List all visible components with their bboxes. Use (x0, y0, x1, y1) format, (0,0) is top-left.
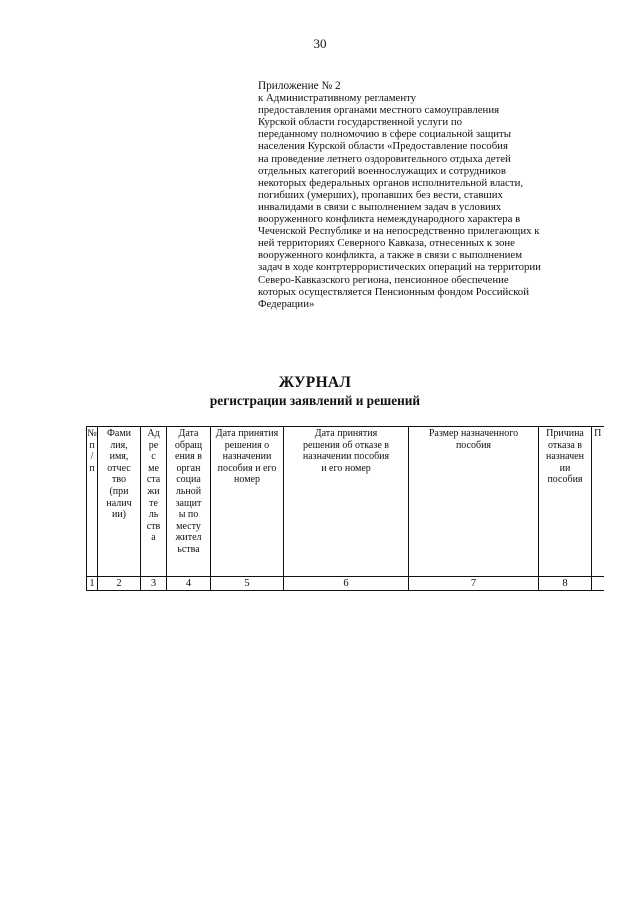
appendix-line: переданному полномочию в сфере социальной защиты (258, 128, 512, 141)
appendix-line: к Административному регламенту (258, 92, 417, 105)
column-header-benefit-amount: Размер назначенного пособия (409, 427, 539, 577)
appendix-line: которых осуществляется Пенсионным фондом Российской (258, 285, 529, 298)
column-header-refusal-decision: Дата принятия решения об отказе в назначении пособия и его номер (284, 427, 409, 577)
column-header-address: Ад ре с ме ста жи те ль ств а (141, 427, 167, 577)
appendix-line: инвалидами в связи с выполнением задач в условиях (258, 200, 502, 213)
column-header-full-name: Фами лия, имя, отчес тво (при налич ии) (98, 427, 141, 577)
table-number-row (87, 577, 604, 591)
column-number: 2 (98, 577, 141, 591)
appendix-line: вооруженного конфликта немеждународного характера в (258, 213, 521, 226)
appendix-line: некоторых федеральных органов исполнительной власти, (258, 176, 524, 189)
appendix-line: Чеченской Республике и на непосредственно прилегающих к (258, 225, 540, 238)
column-number: 8 (539, 577, 592, 591)
column-number: 5 (211, 577, 284, 591)
column-header-refusal-reason: Причина отказа в назначен ии пособия (539, 427, 592, 577)
appendix-line: задач в ходе контртеррористических операций на территории (258, 261, 541, 274)
page-number: 30 (313, 36, 327, 51)
column-number: 7 (409, 577, 539, 591)
appendix-line: Северо-Кавказского региона, пенсионное обеспечение (258, 273, 509, 286)
column-header-truncated: П (592, 427, 604, 577)
appendix-line: предоставления органами местного самоуправления (258, 104, 500, 117)
column-header-number: № п / п (87, 427, 98, 577)
table-header-row (87, 427, 604, 577)
appendix-line: Федерации» (258, 297, 315, 310)
column-number: 6 (284, 577, 409, 591)
appendix-line: Приложение № 2 (258, 80, 341, 92)
column-header-application-date: Дата обращ ения в орган социа льной защит ы по месту жител ьства (167, 427, 211, 577)
column-number: 4 (167, 577, 211, 591)
column-number: 1 (87, 577, 98, 591)
appendix-heading (258, 80, 578, 310)
appendix-line: Курской области государственной услуги по (258, 116, 463, 129)
appendix-line: вооруженного конфликта, а также в связи с выполнением (258, 249, 523, 262)
appendix-line: отдельных категорий военнослужащих и сотрудников (258, 164, 506, 177)
appendix-line: населения Курской области «Предоставление пособия (258, 140, 508, 153)
journal-table (86, 426, 604, 591)
journal-title: ЖУРНАЛ (278, 374, 352, 391)
journal-subtitle: регистрации заявлений и решений (209, 393, 421, 408)
appendix-line: на проведение летнего оздоровительного отдыха детей (258, 152, 511, 165)
column-number: 3 (141, 577, 167, 591)
appendix-line: ней территориях Северного Кавказа, отнесенных к зоне (258, 237, 515, 250)
column-number (592, 577, 604, 591)
column-header-grant-decision: Дата принятия решения о назначении пособия и его номер (211, 427, 284, 577)
appendix-line: погибших (умерших), пропавших без вести, ставших (258, 188, 503, 201)
